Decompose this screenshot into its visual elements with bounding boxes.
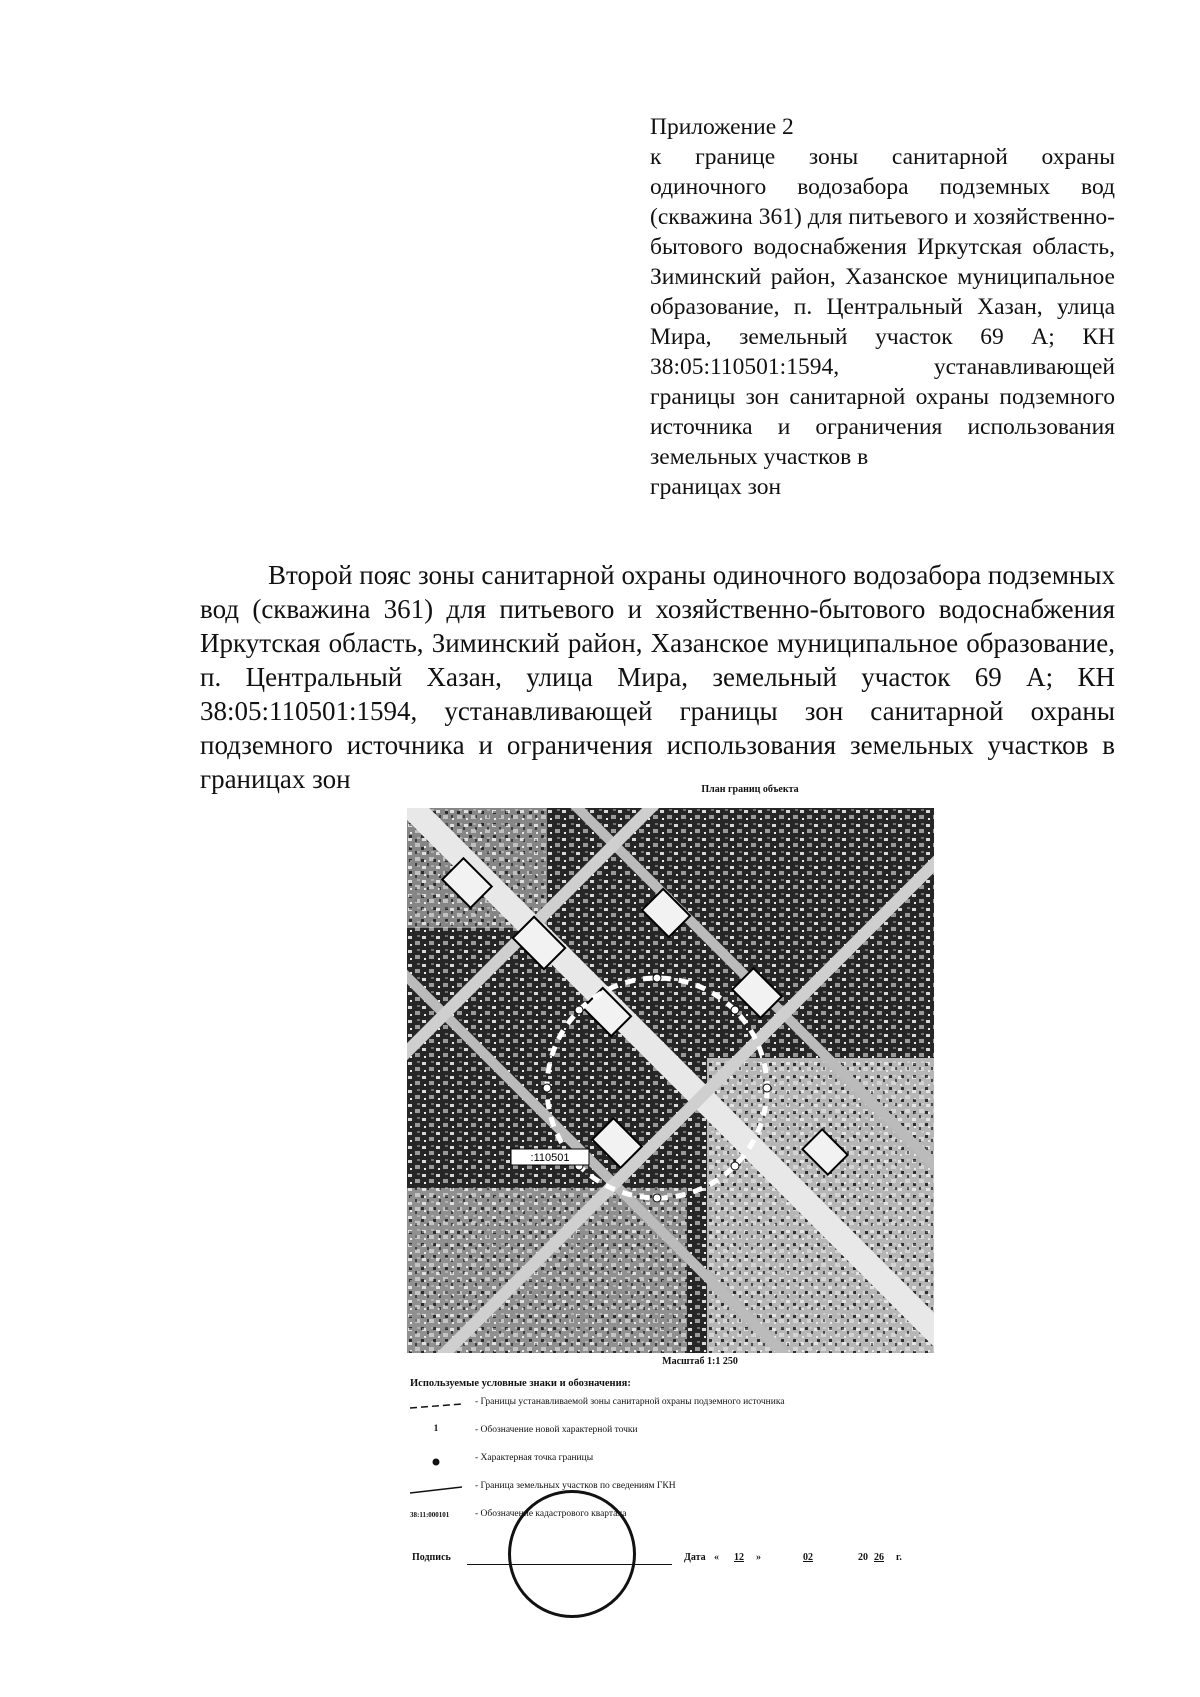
legend-item [410, 1449, 1010, 1477]
legend-item-text: - Обозначение кадастрового квартала [475, 1509, 627, 1519]
parcel-label: :110501 [530, 1152, 570, 1164]
legend-item-text: - Граница земельных участков по сведениям ГКН [475, 1481, 676, 1491]
date-year-suffix: г. [896, 1552, 902, 1563]
legend-item [410, 1393, 1010, 1421]
signature-underline [467, 1564, 672, 1565]
dashed-boundary-symbol [410, 1399, 462, 1413]
main-text [200, 558, 1115, 796]
legend-title: Используемые условные знаки и обозначения: [410, 1378, 631, 1389]
point-symbol [410, 1455, 462, 1469]
signature-label: Подпись [412, 1552, 451, 1563]
legend-item-symbol: 38:11:000101 [410, 1511, 450, 1519]
date-label: Дата [684, 1552, 706, 1563]
appendix-header [650, 112, 1115, 502]
map-scale: Масштаб 1:1 250 [662, 1356, 738, 1367]
appendix-title: Приложение 2 [650, 114, 794, 140]
main-paragraph: Второй пояс зоны санитарной охраны одиночного водозабора подземных вод (скважина 361) для питьевого и хозяйственно-бытового водоснабжения Иркутская область, Зиминский район, Хазанское муниципальное образование, п. Центральный Хазан, улица Мира, земельный участок 69 А; КН 38:05:110501:1594, устанавливающей границы зон санитарной охраны подземного источника и ограничения использования земельных участков в границах зон [200, 560, 1115, 794]
legend-item-text: - Характерная точка границы [475, 1453, 594, 1463]
map-legend [410, 1378, 1010, 1533]
legend-item [410, 1505, 1010, 1533]
legend-item-text: - Границы устанавливаемой зоны санитарной охраны подземного источника [475, 1397, 785, 1407]
legend-item-text: - Обозначение новой характерной точки [475, 1425, 638, 1435]
appendix-last-line: границах зон [650, 474, 782, 500]
date-month: 02 [803, 1552, 813, 1563]
appendix-body: к границе зоны санитарной охраны одиночного водозабора подземных вод (скважина 361) для питьевого и хозяйственно-бытового водоснабжения Иркутская область, Зиминский район, Хазанское муниципальное образование, п. Центральный Хазан, улица Мира, земельный участок 69 А; КН 38:05:110501:1594, устанавливающей границы зон санитарной охраны подземного источника и ограничения использования земельных участков в [650, 144, 1115, 470]
signature-line: Подпись Дата « 12 » 02 20 26 г. [412, 1552, 902, 1563]
date-year: 26 [874, 1552, 884, 1563]
satellite-map [407, 808, 934, 1353]
legend-item [410, 1477, 1010, 1505]
parcel-boundary-symbol [410, 1483, 462, 1497]
date-day: 12 [734, 1552, 744, 1563]
map-caption: План границ объекта [701, 784, 799, 795]
date-year-prefix: 20 [858, 1552, 868, 1563]
legend-item [410, 1421, 1010, 1449]
legend-item-symbol: 1 [433, 1424, 439, 1434]
